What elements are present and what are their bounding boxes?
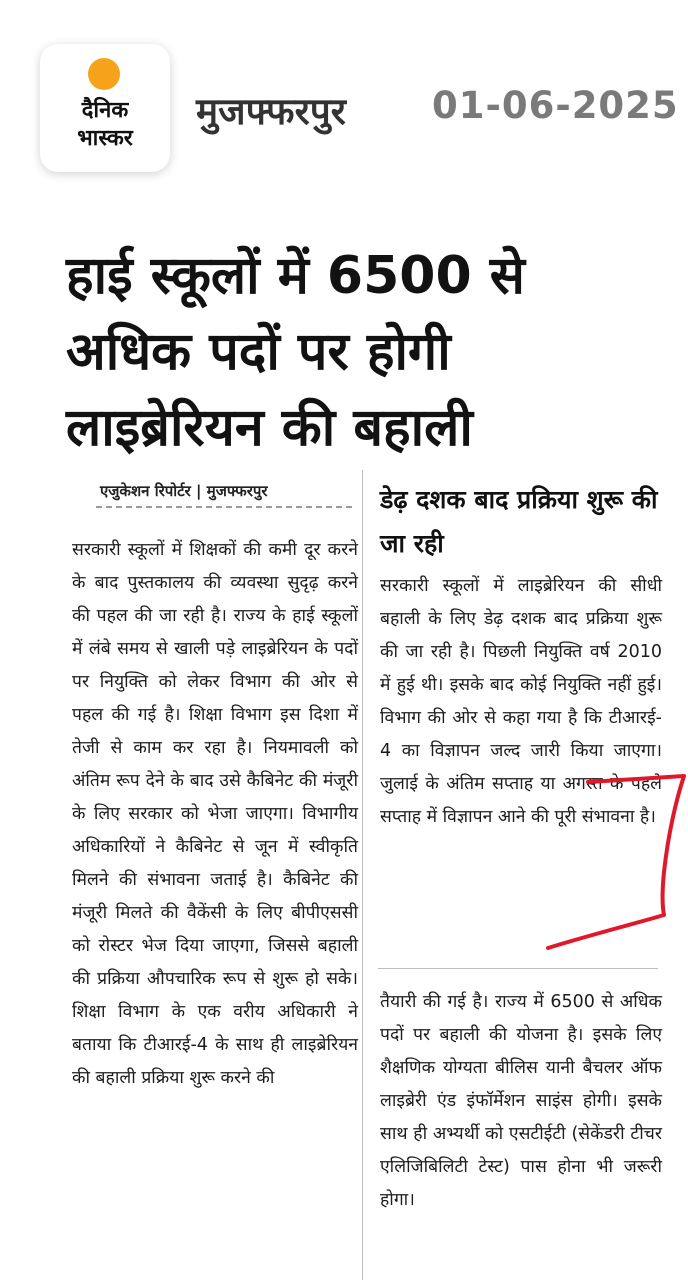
- byline-divider: [96, 506, 352, 508]
- left-column-text: सरकारी स्कूलों में शिक्षकों की कमी दूर करने के बाद पुस्तकालय की व्यवस्था सुदृढ़ करने की पहल की जा रही है। राज्य के हाई स्कूलों में लंबे समय से खाली पड़े लाइब्रेरियन के पदों पर नियुक्ति को लेकर विभाग की ओर से पहल की गई है। शिक्षा विभाग इस दिशा में तेजी से काम कर रहा है। नियमावली को अंतिम रूप देने के बाद उसे कैबिनेट की मंजूरी के लिए सरकार को भेजा जाएगा। विभागीय अधिकारियों ने कैबिनेट से जून में स्वीकृति मिलने की संभावना जताई है। कैबिनेट की मंजूरी मिलते की वैकेंसी के लिए बीपीएससी को रोस्टर भेज दिया जाएगा, जिससे बहाली की प्रक्रिया औपचारिक रूप से शुरू हो सके। शिक्षा विभाग के एक वरीय अधिकारी ने बताया कि टीआरई-4 के साथ ही लाइब्रेरियन की बहाली प्रक्रिया शुरू करने की: [72, 540, 358, 1088]
- right-column-divider: [378, 968, 658, 969]
- headline-line-3: लाइब्रेरियन की बहाली: [66, 398, 473, 458]
- dainik-bhaskar-logo: [40, 44, 170, 172]
- headline: [66, 238, 666, 466]
- edition-city: मुजफ्फरपुर: [196, 90, 346, 133]
- subheadline: डेढ़ दशक बाद प्रक्रिया शुरू की जा रही: [380, 485, 658, 558]
- logo-text-line1: दैनिक: [81, 98, 129, 123]
- right-column-text-bottom: तैयारी की गई है। राज्य में 6500 से अधिक पदों पर बहाली की योजना है। इसके लिए शैक्षणिक योग्यता बीलिस यानी बैचलर ऑफ लाइब्रेरी एंड इंफॉर्मेशन साइंस होगी। इसके साथ ही अभ्यर्थी को एसटीईटी (सेकेंडरी टीचर एलिजिबिलिटी टेस्ट) पास होना भी जरूरी होगा।: [380, 992, 662, 1210]
- edition-date: 01-06-2025: [432, 84, 679, 127]
- headline-line-1: हाई स्कूलों में 6500 से: [66, 246, 525, 306]
- byline: एजुकेशन रिपोर्टर | मुजफ्फरपुर: [100, 482, 268, 500]
- sun-icon: [88, 58, 120, 90]
- headline-line-2: अधिक पदों पर होगी: [66, 322, 451, 382]
- logo-text-line2: भास्कर: [77, 126, 133, 151]
- column-divider: [362, 470, 363, 1280]
- right-column-text-top: सरकारी स्कूलों में लाइब्रेरियन की सीधी बहाली के लिए डेढ़ दशक बाद प्रक्रिया शुरू की जा रही है। पिछली नियुक्ति वर्ष 2010 में हुई थी। इसके बाद कोई नियुक्ति नहीं हुई। विभाग की ओर से कहा गया है कि टीआरई- 4 का विज्ञापन जल्द जारी किया जाएगा। जुलाई के अंतिम सप्ताह या अगस्त के पहले सप्ताह में विज्ञापन आने की पूरी संभावना है।: [380, 576, 662, 827]
